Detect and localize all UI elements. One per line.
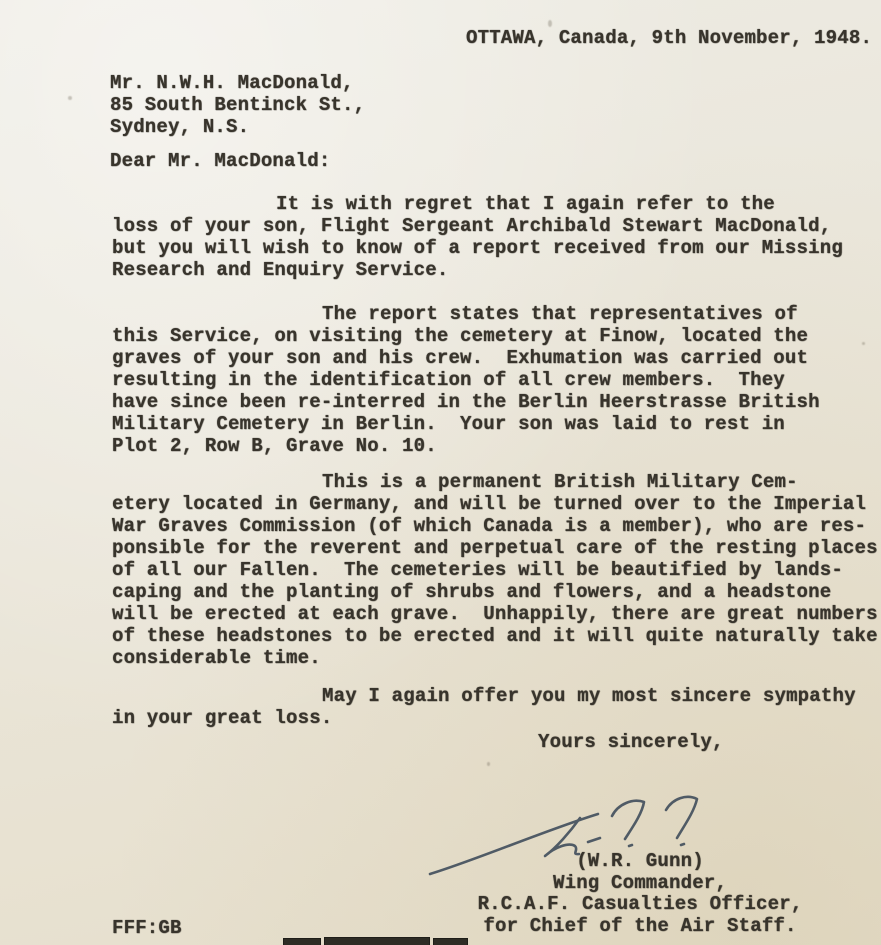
paragraph <box>112 303 857 457</box>
letter-body <box>112 193 878 729</box>
recipient-name: Mr. N.W.H. MacDonald, <box>110 72 354 94</box>
body-line: will be erected at each grave. Unhappily, there are great numbers <box>112 603 878 625</box>
recipient-street: 85 South Bentinck St., <box>110 94 366 116</box>
body-line: Plot 2, Row B, Grave No. 10. <box>112 435 437 457</box>
signature-block <box>445 851 835 937</box>
body-line: War Graves Commission (of which Canada is a member), who are res- <box>112 515 867 537</box>
signatory-name: (W.R. Gunn) <box>576 850 704 872</box>
recipient-address <box>110 72 365 138</box>
body-line: graves of your son and his crew. Exhumation was carried out <box>112 347 809 369</box>
body-line: etery located in Germany, and will be turned over to the Imperial <box>112 493 867 515</box>
paragraph <box>112 471 878 669</box>
dateline: OTTAWA, Canada, 9th November, 1948. <box>466 27 873 49</box>
body-line: It is with regret that I again refer to the <box>276 193 775 215</box>
body-line: Military Cemetery in Berlin. Your son was laid to rest in <box>112 413 785 435</box>
body-line: considerable time. <box>112 647 321 669</box>
paper-speck <box>68 96 72 100</box>
signatory-authority: for Chief of the Air Staff. <box>483 914 797 937</box>
salutation: Dear Mr. MacDonald: <box>110 150 331 172</box>
scan-artifact-box <box>324 937 430 945</box>
scan-artifact-box <box>433 938 468 945</box>
body-line: May I again offer you my most sincere sympathy <box>322 685 856 707</box>
body-line: have since been re-interred in the Berlin Heerstrasse British <box>112 391 820 413</box>
body-line: This is a permanent British Military Cem- <box>322 471 798 493</box>
body-line: loss of your son, Flight Sergeant Archibald Stewart MacDonald, <box>112 215 832 237</box>
paragraph <box>112 685 857 729</box>
body-line: of these headstones to be erected and it will quite naturally take <box>112 625 878 647</box>
recipient-city: Sydney, N.S. <box>110 116 250 138</box>
body-line: caping and the planting of shrubs and flowers, and a headstone <box>112 581 832 603</box>
body-line: resulting in the identification of all crew members. They <box>112 369 785 391</box>
closing: Yours sincerely, <box>538 731 724 753</box>
paragraph <box>112 193 857 281</box>
scan-artifact-box <box>283 938 321 945</box>
signatory-title: R.C.A.F. Casualties Officer, <box>477 893 803 915</box>
typist-reference: FFF:GB <box>112 917 182 939</box>
body-line: The report states that representatives of <box>322 303 798 325</box>
paper-speck <box>862 342 865 345</box>
body-line: but you will wish to know of a report received from our Missing <box>112 237 843 259</box>
body-line: ponsible for the reverent and perpetual care of the resting places <box>112 537 878 559</box>
paper-speck <box>548 20 552 27</box>
body-line: Research and Enquiry Service. <box>112 259 449 281</box>
body-line: of all our Fallen. The cemeteries will be beautified by lands- <box>112 559 843 581</box>
paper-speck <box>487 762 490 766</box>
body-line: this Service, on visiting the cemetery at Finow, located the <box>112 325 809 347</box>
body-line: in your great loss. <box>112 707 333 729</box>
signatory-rank: Wing Commander, <box>552 871 728 894</box>
